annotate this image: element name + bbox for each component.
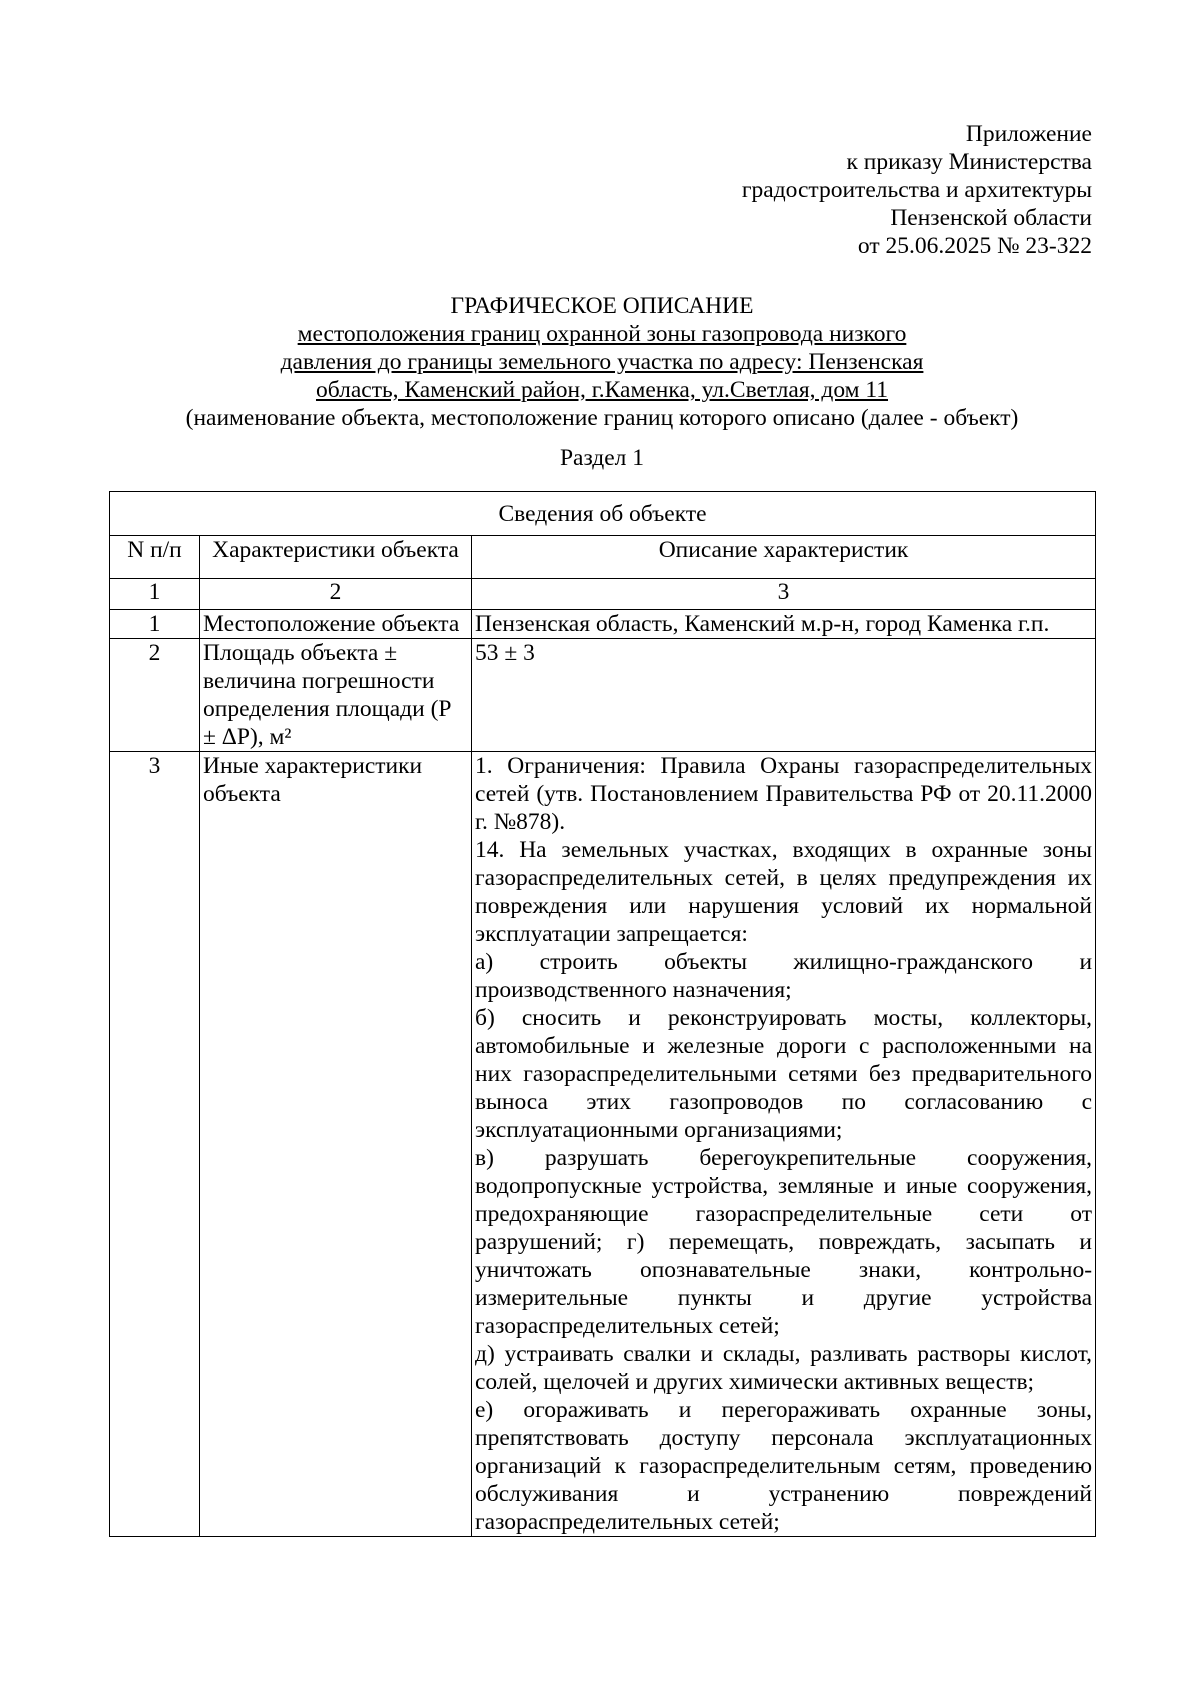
row-characteristic: Площадь объекта ± величина погрешности определения площади (P ± ΔP), м² — [200, 639, 472, 752]
column-number-row — [110, 579, 1096, 610]
row-description — [472, 639, 1096, 752]
approval-line: Пензенской области — [890, 205, 1092, 231]
table-row — [110, 610, 1096, 639]
column-number: 2 — [200, 579, 472, 610]
row-number: 2 — [110, 639, 200, 752]
approval-date-number: от 25.06.2025 № 23-322 — [857, 233, 1092, 259]
table-row — [110, 752, 1096, 1537]
description-paragraph: 53 ± 3 — [475, 640, 535, 666]
object-name-line: давления до границы земельного участка по адресу: Пензенская — [280, 349, 924, 375]
description-paragraph: б) сносить и реконструировать мосты, коллекторы, автомобильные и железные дороги с расположенными на них газораспределительными сетями без предварительного выноса этих газопроводов по согласованию с эксплуатационными организациями; — [475, 1005, 1093, 1143]
header-number: N п/п — [110, 536, 200, 579]
header-characteristic: Характеристики объекта — [200, 536, 472, 579]
column-number: 3 — [472, 579, 1096, 610]
description-paragraph: в) разрушать берегоукрепительные сооружения, водопропускные устройства, земляные и иные сооружения, предохраняющие газораспределительные сети от разрушений; г) перемещать, повреждать, засыпать и уничтожать опознавательные знаки, контрольно-измерительные пункты и другие устройства газораспределительных сетей; — [475, 1145, 1093, 1339]
description-paragraph: 1. Ограничения: Правила Охраны газораспределительных сетей (утв. Постановлением Правительства РФ от 20.11.2000 г. №878). — [475, 753, 1093, 835]
row-characteristic: Местоположение объекта — [200, 610, 472, 639]
object-name-line: местоположения границ охранной зоны газопровода низкого — [297, 321, 907, 347]
object-name-line: область, Каменский район, г.Каменка, ул.Светлая, дом 11 — [315, 377, 889, 403]
description-paragraph: е) огораживать и перегораживать охранные зоны, препятствовать доступу персонала эксплуатационных организаций к газораспределительным сетям, проведению обслуживания и устранению повреждений газораспределительных сетей; — [475, 1397, 1093, 1535]
row-description — [472, 610, 1096, 639]
document-title: ГРАФИЧЕСКОЕ ОПИСАНИЕ — [450, 293, 754, 319]
column-number: 1 — [110, 579, 200, 610]
row-number: 1 — [110, 610, 200, 639]
approval-line: градостроительства и архитектуры — [741, 177, 1092, 203]
object-name-caption: (наименование объекта, местоположение границ которого описано (далее - объект) — [185, 405, 1019, 431]
approval-line: к приказу Министерства — [846, 149, 1092, 175]
table-caption-row — [110, 492, 1096, 536]
table-header-row — [110, 536, 1096, 579]
section-title: Раздел 1 — [559, 445, 645, 471]
description-paragraph: Пензенская область, Каменский м.р-н, город Каменка г.п. — [475, 611, 1050, 637]
description-paragraph: а) строить объекты жилищно-гражданского и производственного назначения; — [475, 949, 1093, 1003]
description-paragraph: д) устраивать свалки и склады, разливать растворы кислот, солей, щелочей и других химически активных веществ; — [475, 1341, 1093, 1395]
object-info-table — [109, 491, 1096, 1537]
row-number: 3 — [110, 752, 200, 1537]
table-caption: Сведения об объекте — [110, 492, 1096, 536]
row-characteristic: Иные характеристики объекта — [200, 752, 472, 1537]
approval-line: Приложение — [965, 121, 1092, 147]
description-paragraph: 14. На земельных участках, входящих в охранные зоны газораспределительных сетей, в целях предупреждения их повреждения или нарушения условий их нормальной эксплуатации запрещается: — [475, 837, 1093, 947]
approval-block — [742, 120, 1092, 260]
document-heading — [110, 292, 1094, 472]
header-description: Описание характеристик — [472, 536, 1096, 579]
row-description — [472, 752, 1096, 1537]
table-row — [110, 639, 1096, 752]
